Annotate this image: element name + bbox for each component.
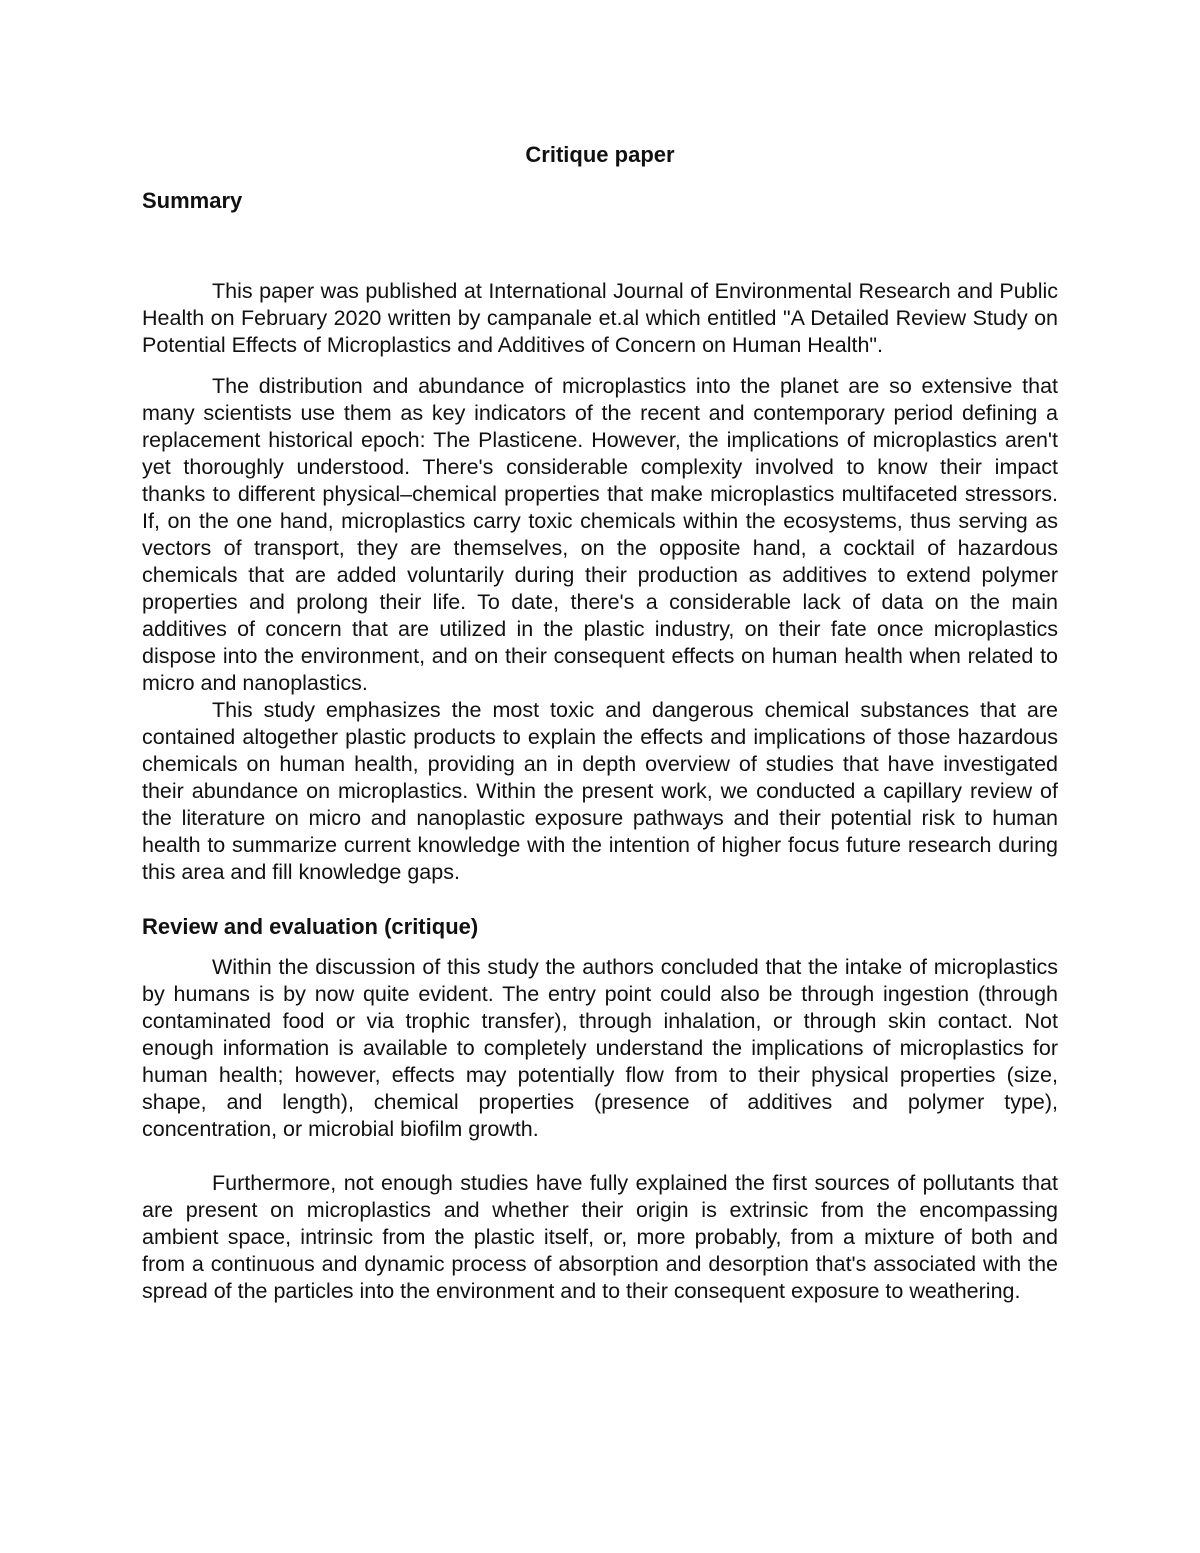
review-paragraph-2: Furthermore, not enough studies have fully explained the first sources of pollutants that are present on microplastics and whether their origin is extrinsic from the encompassing ambient space, intrinsic from the plastic itself, or, more probably, from a mixture of both and from a continuous and dynamic process of absorption and desorption that's associated with the spread of the particles into the environment and to their consequent exposure to weathering. xyxy=(142,1171,1058,1303)
summary-paragraph-2: The distribution and abundance of microplastics into the planet are so extensive that many scientists use them as key indicators of the recent and contemporary period defining a replacement historical epoch: The Plasticene. However, the implications of microplastics aren't yet thoroughly understood. There's considerable complexity involved to know their impact thanks to different physical–chemical properties that make microplastics multifaceted stressors. If, on the one hand, microplastics carry toxic chemicals within the ecosystems, thus serving as vectors of transport, they are themselves, on the opposite hand, a cocktail of hazardous chemicals that are added voluntarily during their production as additives to extend polymer properties and prolong their life. To date, there's a considerable lack of data on the main additives of concern that are utilized in the plastic industry, on their fate once microplastics dispose into the environment, and on their consequent effects on human health when related to micro and nanoplastics. xyxy=(142,374,1058,695)
summary-paragraph-1: This paper was published at International Journal of Environmental Research and Public Health on February 2020 written by campanale et.al which entitled "A Detailed Review Study on Potential Effects of Microplastics and Additives of Concern on Human Health". xyxy=(142,279,1058,357)
document-page xyxy=(142,140,1058,1305)
page-title: Critique paper xyxy=(525,142,675,167)
summary-heading: Summary xyxy=(142,188,243,213)
summary-paragraph-3: This study emphasizes the most toxic and dangerous chemical substances that are contained altogether plastic products to explain the effects and implications of those hazardous chemicals on human health, providing an in depth overview of studies that have investigated their abundance on microplastics. Within the present work, we conducted a capillary review of the literature on micro and nanoplastic exposure pathways and their potential risk to human health to summarize current knowledge with the intention of higher focus future research during this area and fill knowledge gaps. xyxy=(142,698,1058,884)
review-heading: Review and evaluation (critique) xyxy=(142,914,479,939)
review-paragraph-1: Within the discussion of this study the authors concluded that the intake of microplastics by humans is by now quite evident. The entry point could also be through ingestion (through contaminated food or via trophic transfer), through inhalation, or through skin contact. Not enough information is available to completely understand the implications of microplastics for human health; however, effects may potentially flow from to their physical properties (size, shape, and length), chemical properties (presence of additives and polymer type), concentration, or microbial biofilm growth. xyxy=(142,955,1058,1141)
